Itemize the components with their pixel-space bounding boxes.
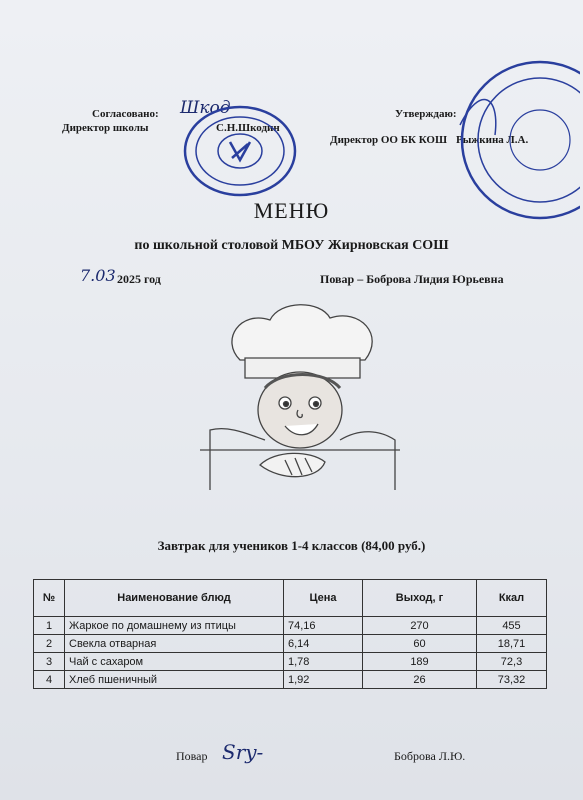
cell-price: 1,78 — [284, 653, 363, 671]
cell-kcal: 73,32 — [477, 671, 547, 689]
cell-dish: Свекла отварная — [65, 635, 284, 653]
agreed-label: Согласовано: — [92, 108, 159, 120]
cell-yield: 189 — [363, 653, 477, 671]
approved-name: Рыжкина Л.А. — [456, 134, 529, 146]
agreed-name: С.Н.Шкодин — [216, 122, 280, 134]
cell-price: 74,16 — [284, 617, 363, 635]
cell-dish: Хлеб пшеничный — [65, 671, 284, 689]
director-signature: Шкод — [180, 98, 231, 118]
date-year: 2025 год — [117, 272, 161, 286]
cell-number: 4 — [34, 671, 65, 689]
table-row — [34, 671, 547, 689]
cell-dish: Жаркое по домашнему из птицы — [65, 617, 284, 635]
header-number: № — [34, 580, 65, 617]
cell-yield: 60 — [363, 635, 477, 653]
header-kcal: Ккал — [477, 580, 547, 617]
agreed-role: Директор школы — [62, 122, 149, 134]
table-row — [34, 653, 547, 671]
section-title: Завтрак для учеников 1-4 классов (84,00 руб.) — [157, 538, 426, 553]
approved-role: Директор ОО БК КОШ — [330, 134, 448, 146]
cell-number: 1 — [34, 617, 65, 635]
cell-number: 2 — [34, 635, 65, 653]
header-yield: Выход, г — [363, 580, 477, 617]
date-handwritten: 7.03 — [80, 266, 116, 285]
cook-line: Повар – Боброва Лидия Юрьевна — [320, 272, 504, 286]
header-dish: Наименование блюд — [65, 580, 284, 617]
footer-cook-label: Повар — [176, 749, 208, 763]
page-subtitle: по школьной столовой МБОУ Жирновская СОШ — [134, 238, 449, 253]
cell-kcal: 72,3 — [477, 653, 547, 671]
approved-label: Утверждаю: — [395, 108, 457, 120]
cell-number: 3 — [34, 653, 65, 671]
table-row — [34, 635, 547, 653]
cook-signature: Sry- — [222, 740, 264, 764]
cell-kcal: 18,71 — [477, 635, 547, 653]
cell-price: 1,92 — [284, 671, 363, 689]
menu-table — [33, 579, 547, 689]
page-title: МЕНЮ — [253, 198, 330, 223]
cell-yield: 270 — [363, 617, 477, 635]
header-price: Цена — [284, 580, 363, 617]
table-row — [34, 617, 547, 635]
cell-kcal: 455 — [477, 617, 547, 635]
cell-yield: 26 — [363, 671, 477, 689]
table-header-row — [34, 580, 547, 617]
chef-illustration — [200, 300, 400, 500]
footer-cook-name: Боброва Л.Ю. — [394, 749, 466, 763]
cell-dish: Чай с сахаром — [65, 653, 284, 671]
cell-price: 6,14 — [284, 635, 363, 653]
school-stamp-icon — [180, 102, 300, 200]
